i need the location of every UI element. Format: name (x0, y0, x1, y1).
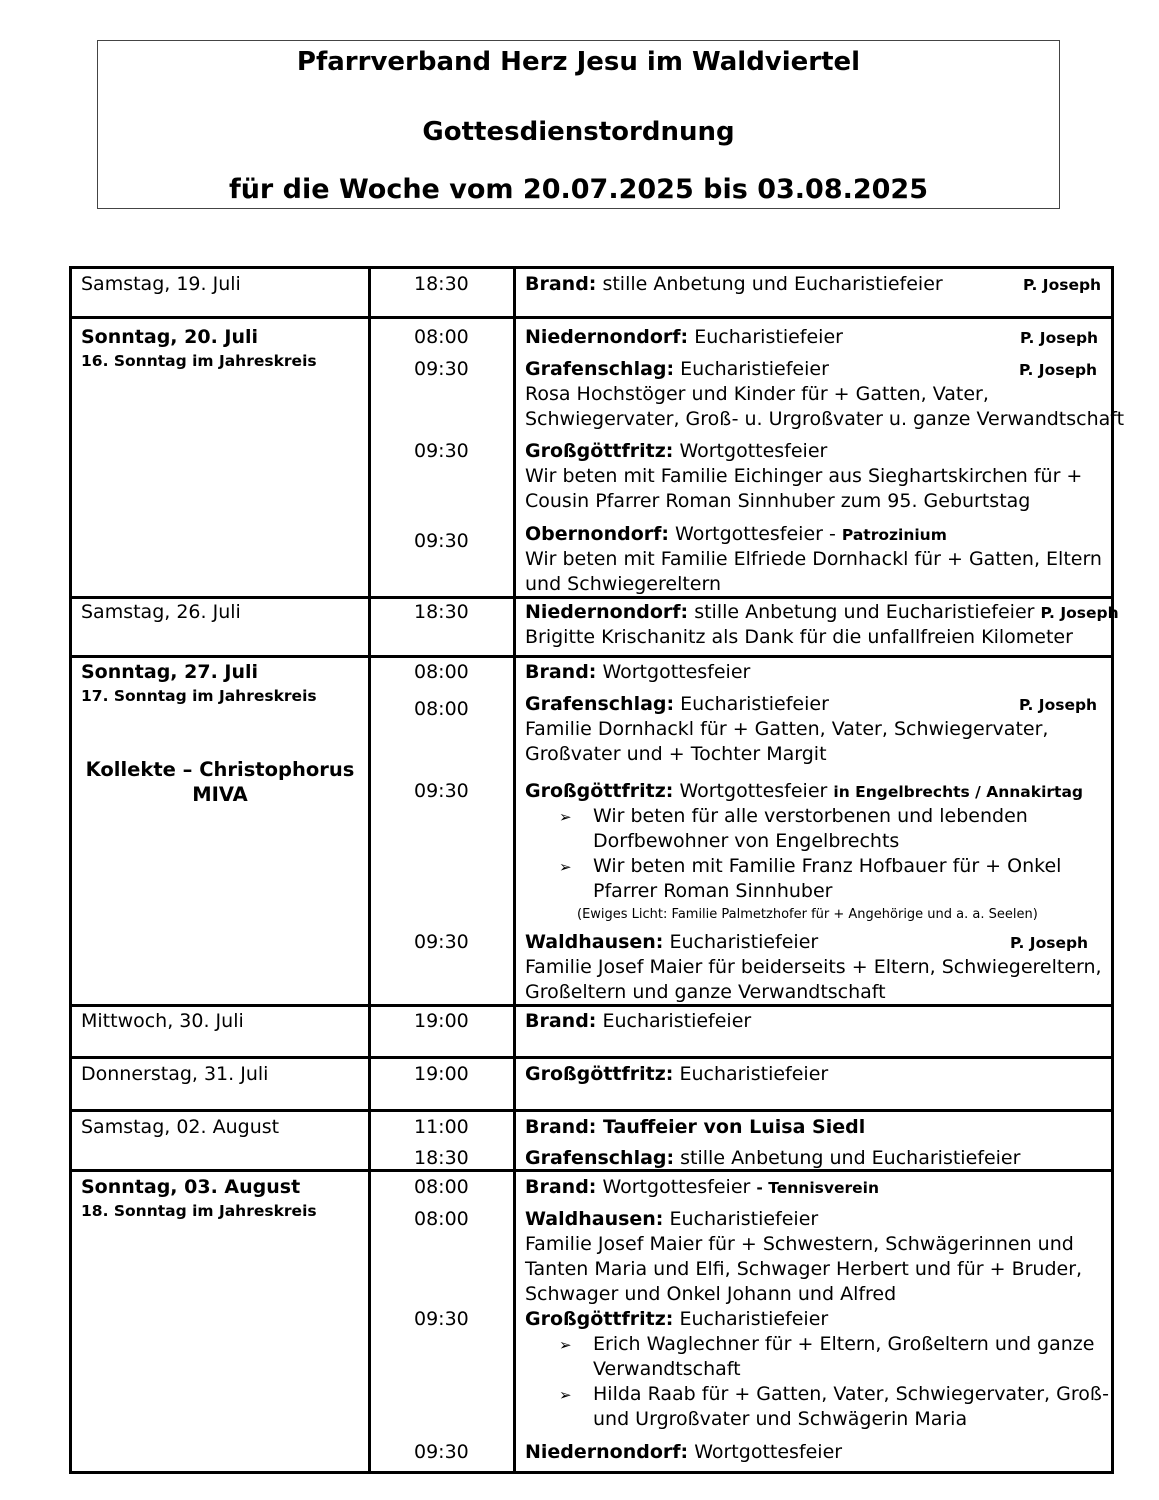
place-name: Großgöttfritz: (525, 440, 674, 462)
column-divider (368, 269, 371, 1471)
day-label: Samstag, 26. Juli (81, 601, 241, 623)
service-type: stille Anbetung und Eucharistiefeier (688, 601, 1041, 623)
service-entry (525, 325, 843, 350)
intention-line: Wir beten mit Familie Franz Hofbauer für + Onkel (593, 855, 1062, 877)
service-time: 08:00 (414, 1176, 469, 1198)
intention-line: Brigitte Krischanitz als Dank für die unfallfreien Kilometer (525, 626, 1073, 648)
column-divider (513, 269, 516, 1471)
service-time: 09:30 (414, 358, 469, 380)
liturgical-day: 16. Sonntag im Jahreskreis (81, 352, 317, 370)
arrowhead-bullet-icon: ➢ (559, 1336, 572, 1354)
arrowhead-bullet-icon: ➢ (559, 1386, 572, 1404)
intention-line: und Urgroßvater und Schwägerin Maria (593, 1408, 968, 1430)
place-name: Grafenschlag: (525, 358, 675, 380)
service-time: 08:00 (414, 661, 469, 683)
intention-line: Großvater und + Tochter Margit (525, 743, 827, 765)
service-entry (525, 1146, 1020, 1171)
service-time: 09:30 (414, 440, 469, 462)
intention-line: Familie Josef Maier für beiderseits + Eltern, Schwiegereltern, (525, 956, 1102, 978)
service-type: Eucharistiefeier (688, 326, 843, 348)
service-entry (525, 272, 943, 297)
place-name: Grafenschlag: (525, 693, 675, 715)
service-type: stille Anbetung und Eucharistiefeier (674, 1147, 1021, 1169)
day-label: Sonntag, 20. Juli (81, 326, 259, 348)
service-time: 19:00 (414, 1063, 469, 1085)
intention-line: Hilda Raab für + Gatten, Vater, Schwiegervater, Groß- (593, 1383, 1110, 1405)
service-type: Eucharistiefeier (673, 1063, 829, 1085)
schedule-title: Gottesdienstordnung (422, 117, 735, 147)
service-time: 09:30 (414, 1308, 469, 1330)
liturgical-day: 18. Sonntag im Jahreskreis (81, 1202, 317, 1220)
priest-name: P. Joseph (1020, 329, 1099, 347)
service-entry (525, 1440, 842, 1465)
intention-line: Familie Dornhackl für + Gatten, Vater, Schwiegervater, (525, 718, 1049, 740)
arrowhead-bullet-icon: ➢ (559, 808, 572, 826)
service-type: Wortgottesfeier - (669, 523, 842, 545)
priest-name: P. Joseph (1010, 934, 1089, 952)
service-entry (525, 1175, 879, 1201)
arrowhead-bullet-icon: ➢ (559, 858, 572, 876)
service-time: 09:30 (414, 780, 469, 802)
intention-line: Rosa Hochstöger und Kinder für + Gatten, Vater, (525, 383, 989, 405)
service-schedule-table (69, 266, 1125, 1474)
place-name: Brand: (525, 1176, 597, 1198)
day-label: Samstag, 02. August (81, 1116, 280, 1138)
intention-line: Großeltern und ganze Verwandtschaft (525, 981, 886, 1003)
service-type: Eucharistiefeier (674, 358, 829, 380)
intention-line: Dorfbewohner von Engelbrechts (593, 830, 900, 852)
service-type: Wortgottesfeier (688, 1441, 843, 1463)
service-entry (525, 660, 750, 685)
place-name: Großgöttfritz: (525, 1063, 674, 1085)
service-time: 09:30 (414, 1441, 469, 1463)
service-time: 18:30 (414, 601, 469, 623)
service-time: 09:30 (414, 931, 469, 953)
day-label: Sonntag, 03. August (81, 1176, 301, 1198)
service-type: Eucharistiefeier (674, 693, 829, 715)
service-entry: Brand: Tauffeier von Luisa Siedl (525, 1116, 866, 1138)
intention-line: Schwager und Onkel Johann und Alfred (525, 1283, 897, 1305)
service-time: 09:30 (414, 530, 469, 552)
day-label: Sonntag, 27. Juli (81, 661, 259, 683)
place-name: Waldhausen: (525, 931, 664, 953)
intention-line: Wir beten mit Familie Eichinger aus Sieghartskirchen für + (525, 465, 1083, 487)
place-name: Grafenschlag: (525, 1147, 675, 1169)
place-name: Brand: (525, 273, 597, 295)
service-entry (525, 1009, 751, 1034)
service-entry (525, 522, 947, 548)
place-name: Niedernondorf: (525, 1441, 689, 1463)
service-type: Wortgottesfeier (673, 440, 828, 462)
liturgical-day: 17. Sonntag im Jahreskreis (81, 687, 317, 705)
place-name: Brand: (525, 661, 597, 683)
row-divider (72, 655, 1111, 658)
service-entry (525, 930, 818, 955)
service-type: Eucharistiefeier (673, 1308, 829, 1330)
place-name: Niedernondorf: (525, 601, 689, 623)
place-name: Großgöttfritz: (525, 1308, 674, 1330)
place-name: Waldhausen: (525, 1208, 664, 1230)
intention-line: Wir beten mit Familie Elfriede Dornhackl für + Gatten, Eltern (525, 548, 1102, 570)
service-time: 08:00 (414, 698, 469, 720)
eternal-light-note: (Ewiges Licht: Familie Palmetzhofer für + Angehörige und a. a. Seelen) (577, 907, 1038, 922)
service-type: Eucharistiefeier (596, 1010, 752, 1032)
intention-line: Schwiegervater, Groß- u. Urgroßvater u. ganze Verwandtschaft (525, 408, 1125, 430)
service-entry (525, 779, 1083, 805)
service-time: 18:30 (414, 273, 469, 295)
day-label: Donnerstag, 31. Juli (81, 1063, 269, 1085)
service-type: Wortgottesfeier (596, 661, 751, 683)
row-divider (72, 316, 1111, 319)
intention-line: und Schwiegereltern (525, 573, 722, 595)
intention-line: Pfarrer Roman Sinnhuber (593, 880, 833, 902)
row-divider (72, 1056, 1111, 1059)
priest-name: P. Joseph (1040, 604, 1119, 622)
intention-line: Tanten Maria und Elfi, Schwager Herbert und für + Bruder, (525, 1258, 1083, 1280)
service-type: Wortgottesfeier (673, 780, 834, 802)
service-time: 18:30 (414, 1147, 469, 1169)
service-entry (525, 1207, 818, 1232)
intention-line: Cousin Pfarrer Roman Sinnhuber zum 95. Geburtstag (525, 490, 1031, 512)
intention-line: Familie Josef Maier für + Schwestern, Schwägerinnen und (525, 1233, 1074, 1255)
collection-label: Kollekte – Christophorus (85, 758, 355, 781)
parish-title: Pfarrverband Herz Jesu im Waldviertel (296, 47, 861, 77)
row-divider (72, 1109, 1111, 1112)
priest-name: P. Joseph (1023, 276, 1102, 294)
service-entry (525, 1307, 828, 1332)
place-name: Niedernondorf: (525, 326, 689, 348)
service-type: Eucharistiefeier (663, 1208, 819, 1230)
service-entry (525, 439, 827, 464)
service-note: - Tennisverein (756, 1179, 879, 1197)
place-name: Obernondorf: (525, 523, 670, 545)
service-time: 19:00 (414, 1010, 469, 1032)
service-type: Wortgottesfeier (596, 1176, 757, 1198)
intention-line: Verwandtschaft (593, 1358, 741, 1380)
intention-line: Wir beten für alle verstorbenen und lebenden (593, 805, 1028, 827)
collection-label: MIVA (192, 783, 248, 806)
service-entry (525, 600, 1119, 626)
service-note: Patrozinium (841, 526, 947, 544)
service-entry (525, 357, 829, 382)
service-type: stille Anbetung und Eucharistiefeier (596, 273, 943, 295)
week-range: für die Woche vom 20.07.2025 bis 03.08.2025 (228, 174, 929, 205)
priest-name: P. Joseph (1019, 361, 1098, 379)
service-entry (525, 1062, 828, 1087)
place-name: Großgöttfritz: (525, 780, 674, 802)
service-note: in Engelbrechts / Annakirtag (833, 783, 1083, 801)
priest-name: P. Joseph (1019, 696, 1098, 714)
service-time: 11:00 (414, 1116, 469, 1138)
service-time: 08:00 (414, 1208, 469, 1230)
service-time: 08:00 (414, 326, 469, 348)
intention-line: Erich Waglechner für + Eltern, Großeltern und ganze (593, 1333, 1095, 1355)
service-entry (525, 692, 829, 717)
place-name: Brand: (525, 1010, 597, 1032)
header-box (97, 40, 1060, 209)
day-label: Samstag, 19. Juli (81, 273, 241, 295)
service-type: Eucharistiefeier (663, 931, 819, 953)
day-label: Mittwoch, 30. Juli (81, 1010, 244, 1032)
